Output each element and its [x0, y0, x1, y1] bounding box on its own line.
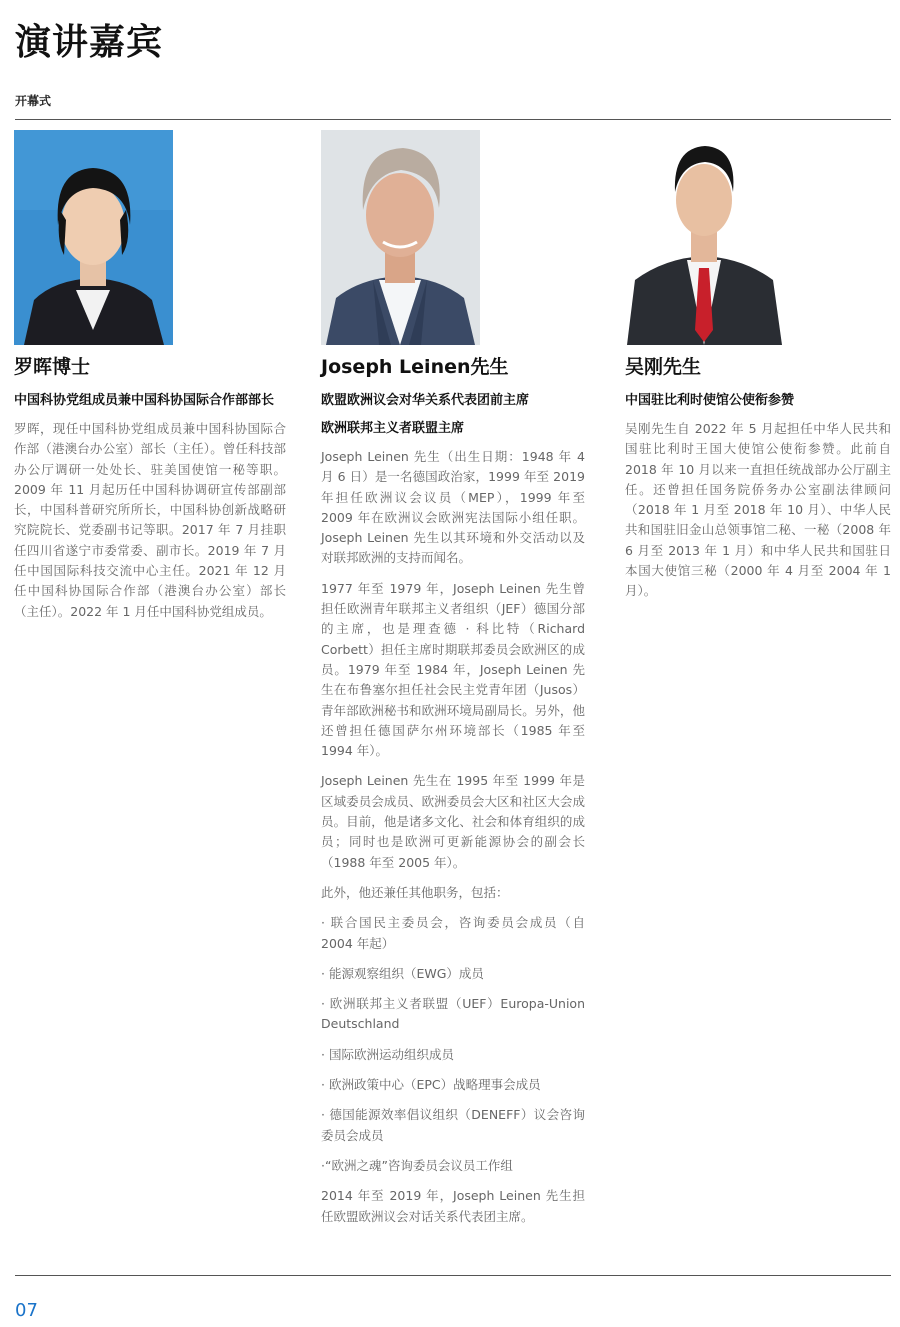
speaker-bio [14, 419, 286, 622]
bio-paragraph: 1977 年至 1979 年，Joseph Leinen 先生曾担任欧洲青年联邦主义者组织（JEF）德国分部的主席，也是理查德 · 科比特（Richard Corbett）担任主席时期联邦委员会欧洲区的成员。1979 年至 1984 年，Joseph Leinen 先生在布鲁塞尔担任社会民主党青年团（Jusos）青年部欧洲秘书和欧洲环境局副局长。另外，他还曾担任德国萨尔州环境部长（1985 年至 1994 年）。 [321, 580, 585, 759]
bio-bullet: · 欧洲联邦主义者联盟（UEF）Europa-Union Deutschland [321, 996, 585, 1032]
speaker-role: 欧盟欧洲议会对华关系代表团前主席 [321, 393, 530, 408]
speaker-role: 中国驻比利时使馆公使衔参赞 [625, 393, 795, 408]
section-label: 开幕式 [15, 94, 52, 108]
footer-divider [15, 1275, 891, 1276]
speaker-name: Joseph Leinen先生 [321, 356, 509, 378]
speaker-bio [321, 447, 585, 1227]
header-divider [15, 119, 891, 120]
speaker-photo-3 [625, 130, 784, 345]
bio-paragraph: 罗晖，现任中国科协党组成员兼中国科协国际合作部（港澳台办公室）部长（主任）。曾任科技部办公厅调研一处处长、驻美国使馆一秘等职。2009 年 11 月起历任中国科协调研宣传部副部长，中国科普研究所所长，中国科协创新战略研究院院长、党委副书记等职。2017 年 7 月挂职任四川省遂宁市委常委、副市长。2019 年 7 月任中国国际科技交流中心主任。2021 年 12 月任中国科协国际合作部（港澳台办公室）部长（主任）。2022 年 1 月任中国科协党组成员。 [14, 421, 286, 619]
bio-bullet: · 国际欧洲运动组织成员 [321, 1046, 454, 1062]
bio-bullet: ·“欧洲之魂”咨询委员会议员工作组 [321, 1157, 513, 1173]
speaker-card-2 [321, 130, 585, 1237]
speaker-photo-1 [14, 130, 173, 345]
speaker-role: 中国科协党组成员兼中国科协国际合作部部长 [14, 393, 275, 408]
bio-bullet: · 欧洲政策中心（EPC）战略理事会成员 [321, 1077, 541, 1093]
bio-bullet: · 联合国民主委员会，咨询委员会成员（自 2004 年起） [321, 915, 585, 951]
page-number: 07 [15, 1300, 38, 1321]
bio-bullet: · 德国能源效率倡议组织（DENEFF）议会咨询委员会成员 [321, 1107, 585, 1143]
page-title: 演讲嘉宾 [15, 22, 164, 63]
speaker-name: 吴刚先生 [625, 356, 702, 378]
speaker-card-1 [14, 130, 286, 632]
speaker-name: 罗晖博士 [14, 356, 91, 378]
speaker-bio [625, 419, 891, 602]
speaker-role: 欧洲联邦主义者联盟主席 [321, 421, 465, 436]
bio-paragraph: Joseph Leinen 先生在 1995 年至 1999 年是区域委员会成员、欧洲委员会大区和社区大会成员。目前，他是诸多文化、社会和体育组织的成员；同时也是欧洲可更新能源协会的副会长（1988 年至 2005 年）。 [321, 773, 585, 870]
bio-paragraph: 2014 年至 2019 年，Joseph Leinen 先生担任欧盟欧洲议会对话关系代表团主席。 [321, 1188, 585, 1224]
bio-bullet: · 能源观察组织（EWG）成员 [321, 965, 484, 981]
speaker-card-3 [625, 130, 891, 612]
bio-paragraph: 吴刚先生自 2022 年 5 月起担任中华人民共和国驻比利时王国大使馆公使衔参赞。此前自 2018 年 10 月以来一直担任统战部办公厅副主任。还曾担任国务院侨务办公室副法律顾问（2018 年 1 月至 2018 年 10 月）、中华人民共和国驻旧金山总领事馆二秘、一秘（2008 年 6 月至 2013 年 1 月）和中华人民共和国驻日本国大使馆三秘（2000 年 4 月至 2004 年 1 月）。 [625, 421, 891, 599]
bio-paragraph: 此外，他还兼任其他职务，包括： [321, 884, 509, 900]
bio-paragraph: Joseph Leinen 先生（出生日期：1948 年 4 月 6 日）是一名德国政治家，1999 年至 2019 年担任欧洲议会议员（MEP），1999 年至 2009 年在欧洲议会欧洲宪法国际小组任职。Joseph Leinen 先生以其环境和外交活动以及对联邦欧洲的支持而闻名。 [321, 449, 585, 566]
speaker-photo-2 [321, 130, 480, 345]
